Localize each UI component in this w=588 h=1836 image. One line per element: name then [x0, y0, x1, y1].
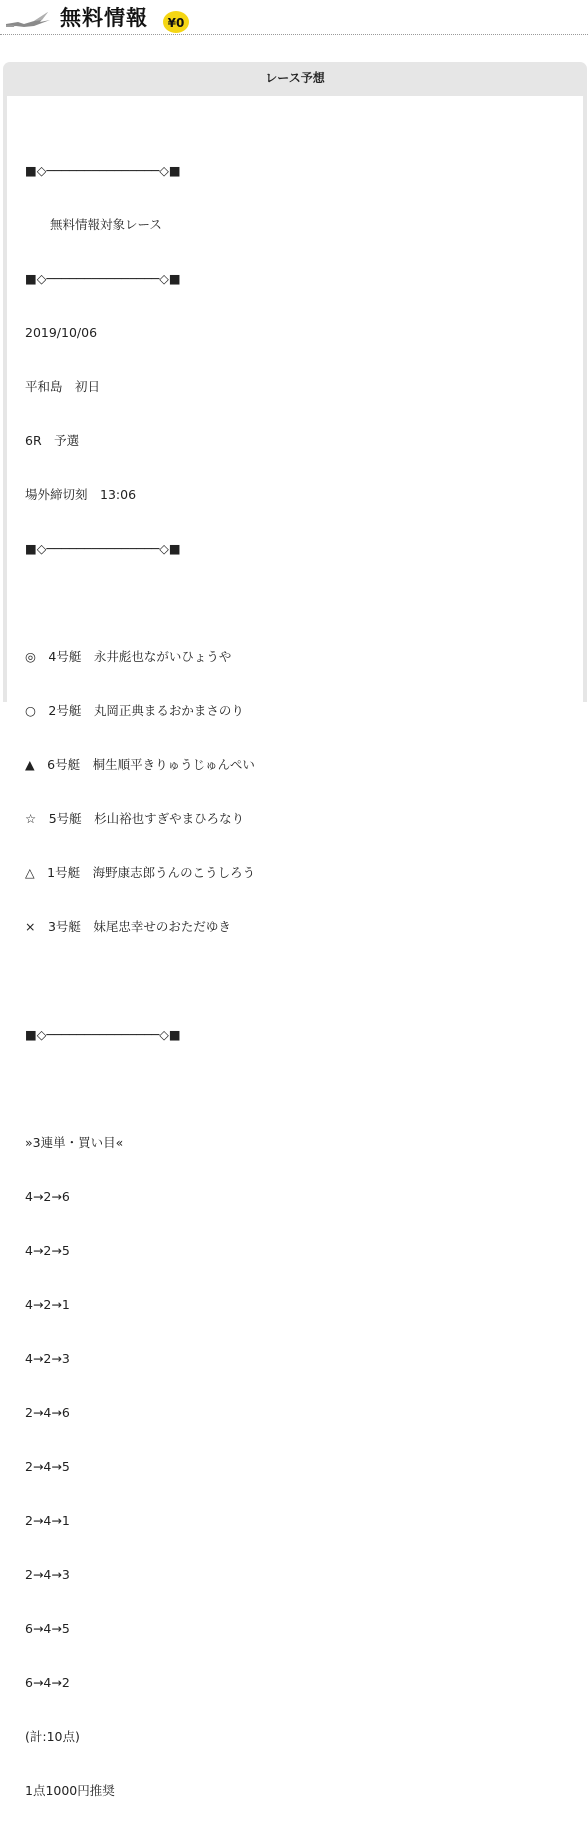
pick-item: ☆ 5号艇 杉山裕也すぎやまひろなり — [25, 811, 245, 826]
divider-line: ■◇───────────────◇■ — [25, 541, 181, 556]
badge-text: ¥0 — [167, 16, 185, 30]
spacer — [25, 1080, 255, 1098]
spacer — [25, 972, 255, 990]
race-date: 2019/10/06 — [25, 325, 98, 340]
paper-plane-icon — [4, 6, 54, 30]
bet-item: 4→2→3 — [25, 1351, 70, 1366]
panel-body — [7, 96, 583, 1798]
page-header — [0, 0, 588, 40]
divider-line: ■◇───────────────◇■ — [25, 271, 181, 286]
bet-item: 2→4→5 — [25, 1459, 70, 1474]
divider-line: ■◇───────────────◇■ — [25, 1027, 181, 1042]
panel-title: レース予想 — [265, 71, 325, 85]
bet-item: 4→2→6 — [25, 1189, 70, 1204]
prediction-content — [25, 126, 255, 1836]
race-prediction-panel — [3, 62, 587, 1798]
bet-item: 2→4→6 — [25, 1405, 70, 1420]
bets-heading: »3連単・買い目« — [25, 1135, 124, 1150]
pick-item: ▲ 6号艇 桐生順平きりゅうじゅんぺい — [25, 757, 255, 772]
pick-item: ◎ 4号艇 永井彪也ながいひょうや — [25, 649, 232, 664]
spacer — [25, 594, 255, 612]
bet-item: 2→4→1 — [25, 1513, 70, 1528]
header-divider — [0, 34, 588, 35]
pick-item: × 3号艇 妹尾忠幸せのおただゆき — [25, 919, 231, 934]
divider-line: ■◇───────────────◇■ — [25, 163, 181, 178]
race-venue: 平和島 初日 — [25, 379, 101, 394]
bet-recommendation: 1点1000円推奨 — [25, 1783, 115, 1798]
bet-item: 4→2→1 — [25, 1297, 70, 1312]
pick-item: ○ 2号艇 丸岡正典まるおかまさのり — [25, 703, 244, 718]
bet-item: 4→2→5 — [25, 1243, 70, 1258]
pick-item: △ 1号艇 海野康志郎うんのこうしろう — [25, 865, 256, 880]
bet-item: 6→4→2 — [25, 1675, 70, 1690]
subtitle-text: 無料情報対象レース — [25, 217, 162, 232]
bet-item: 2→4→3 — [25, 1567, 70, 1582]
bet-total: (計:10点) — [25, 1729, 80, 1744]
race-number: 6R 予選 — [25, 433, 80, 448]
page-title: 無料情報 — [60, 6, 148, 30]
bet-item: 6→4→5 — [25, 1621, 70, 1636]
race-deadline: 場外締切刻 13:06 — [25, 487, 137, 502]
free-badge-icon — [162, 10, 190, 34]
